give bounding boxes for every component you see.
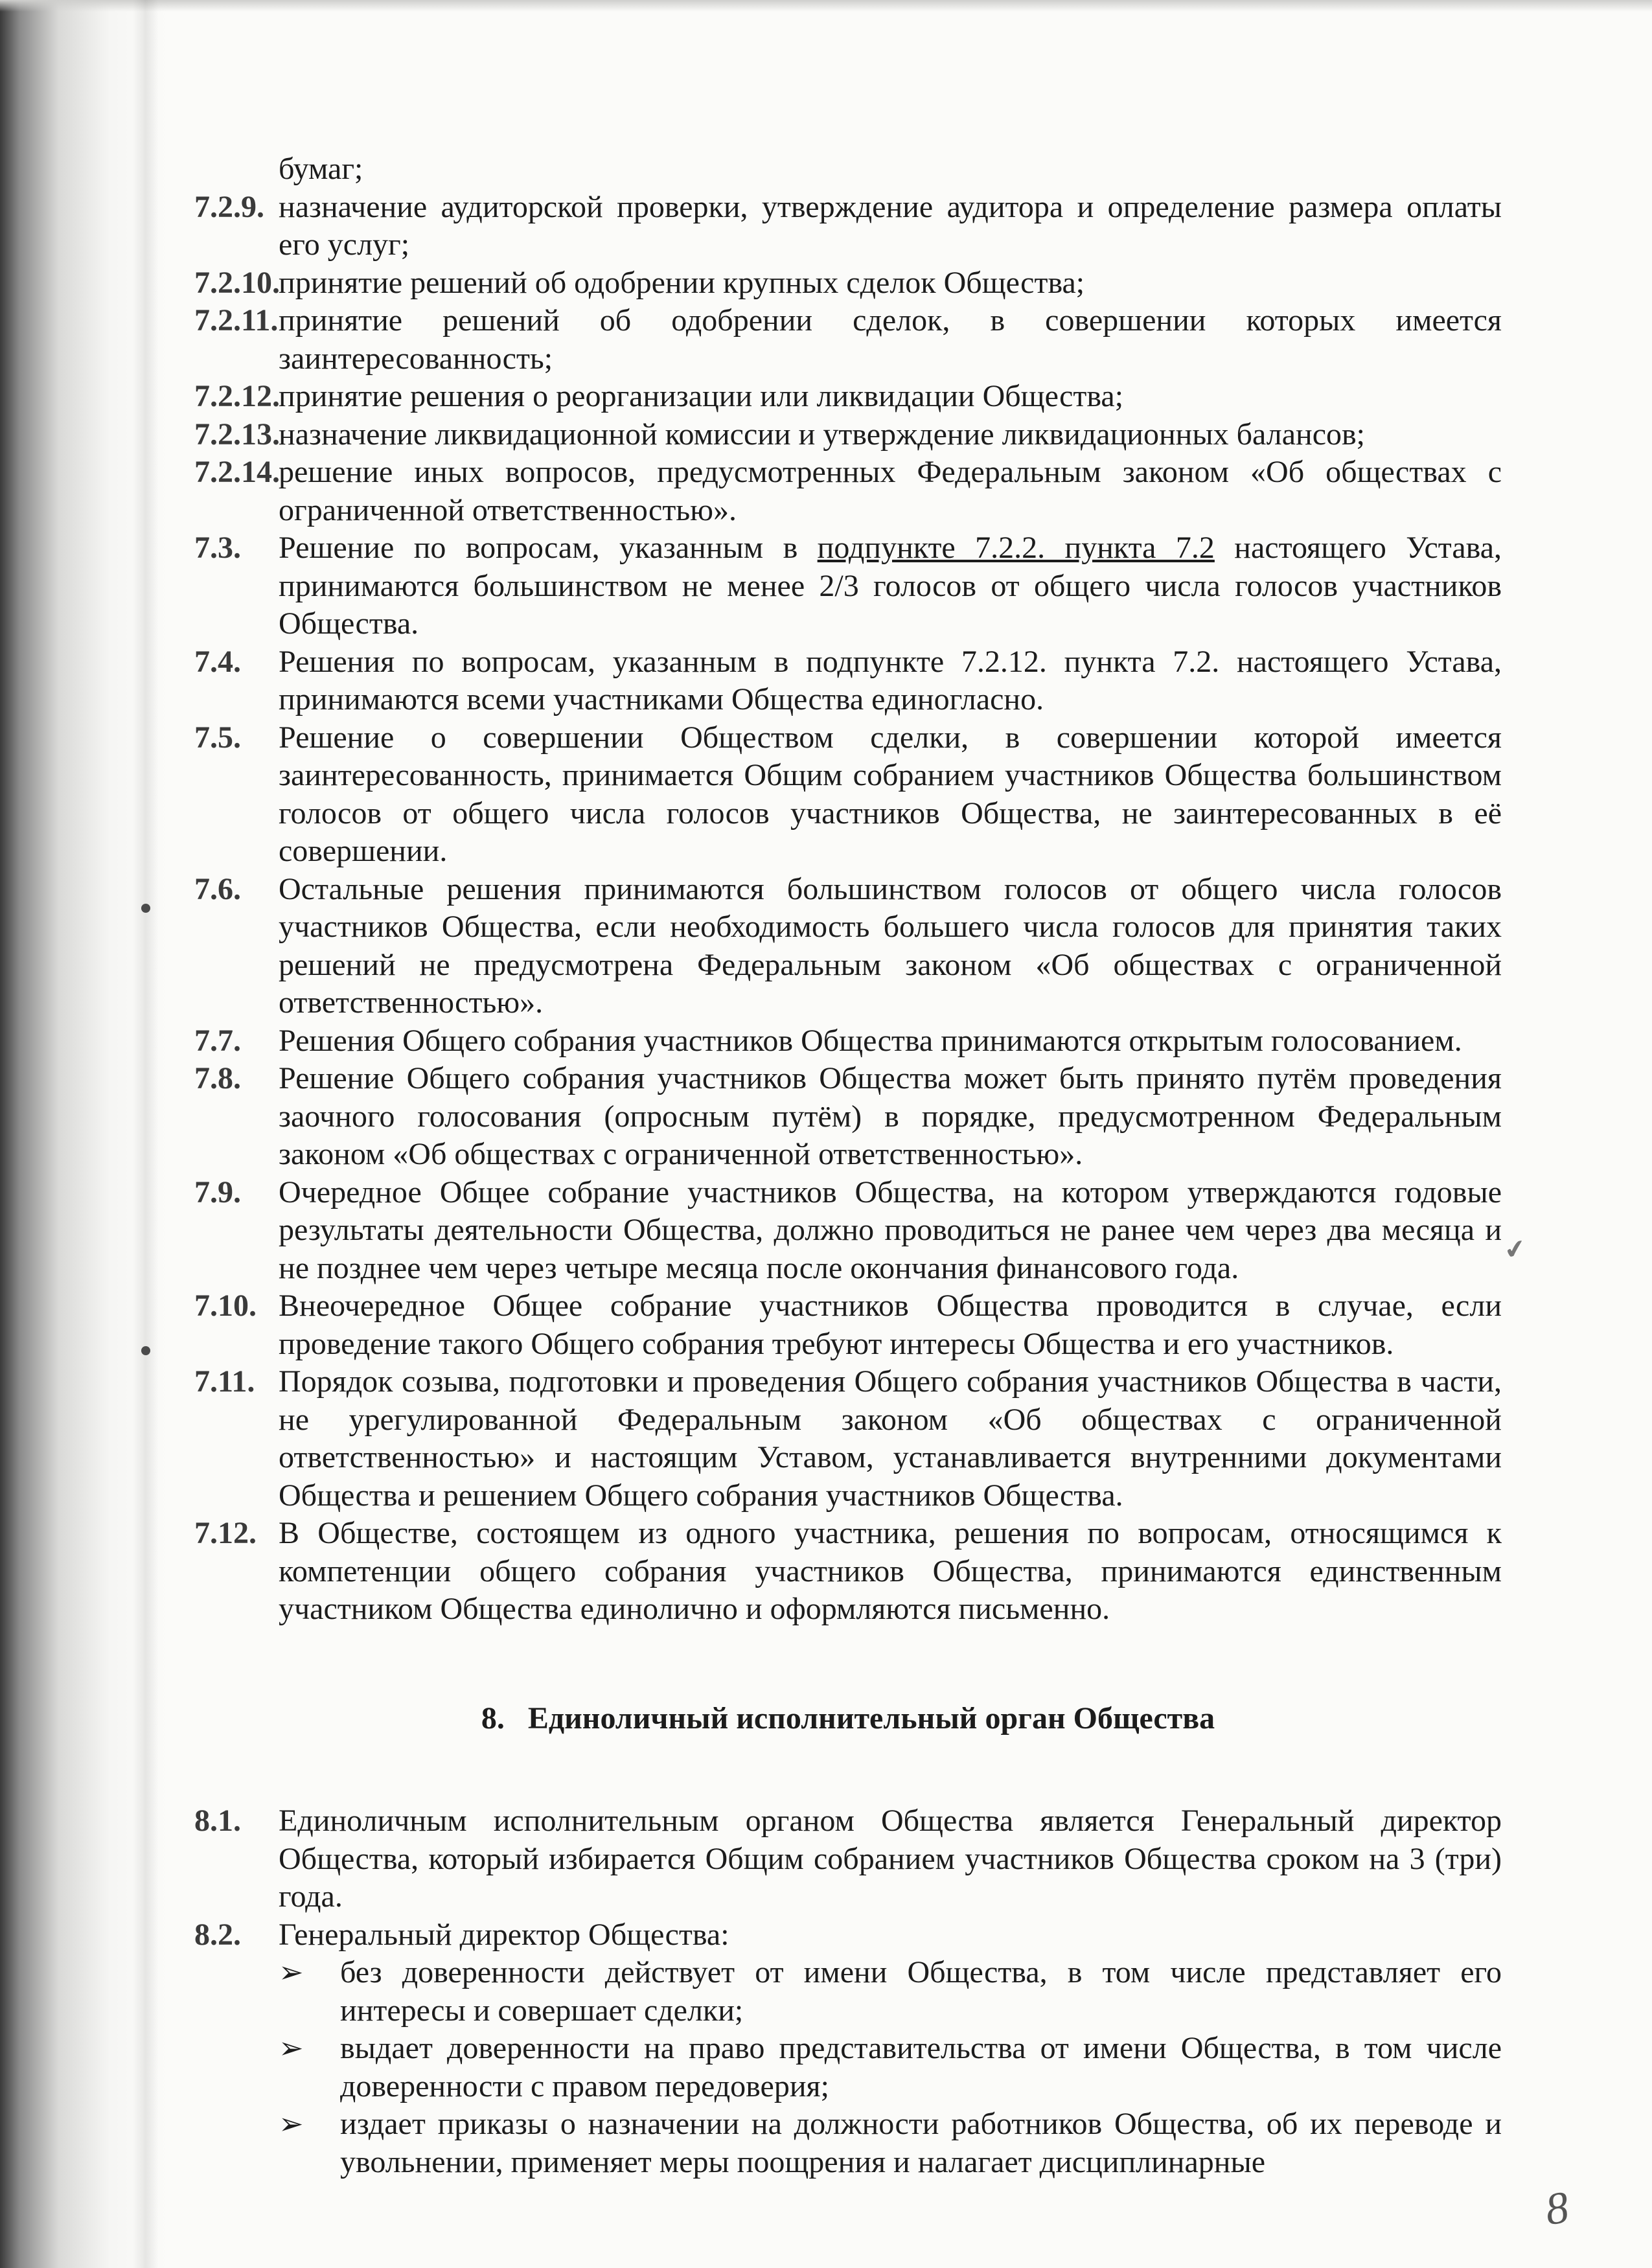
clause-text: назначение ликвидационной комиссии и утверждение ликвидационных балансов; [279,417,1365,452]
clause-text: Остальные решения принимаются большинством голосов от общего числа голосов участников Общества, если необходимость большего числа голосов для принятия таких решений не предусмотрена Федеральным законом «Об обществах с ограниченной ответственностью». [279,871,1502,1020]
clause-item [194,1916,1502,1954]
clause-item [194,871,1502,1022]
clause-text: Порядок созыва, подготовки и проведения Общего собрания участников Общества в части, не урегулированной Федеральным законом «Об обществах с ограниченной ответственностью» и настоящим Уставом, устанавливается внутренними документами Общества и решением Общего собрания участников Общества. [279,1364,1502,1513]
clause-number: 7.4. [194,644,241,679]
document-body [194,150,1502,2181]
clause-number: 7.12. [194,1516,257,1550]
clause-text: принятие решения о реорганизации или ликвидации Общества; [279,379,1124,413]
arrow-bullet-icon: ➢ [279,1956,304,1989]
clause-item [194,302,1502,378]
bullet-text: без доверенности действует от имени Общества, в том числе представляет его интересы и совершает сделки; [340,1955,1502,2028]
clause-text: Решения по вопросам, указанным в подпункте 7.2.12. пункта 7.2. настоящего Устава, принимаются всеми участниками Общества единогласно. [279,644,1502,716]
clause-item [194,264,1502,303]
clause-number: 7.2.9. [194,189,264,224]
clause-item [194,1515,1502,1629]
clause-reference: подпункте 7.2.2. пункта 7.2 [817,531,1215,565]
clause-text: принятие решений об одобрении крупных сделок Общества; [279,265,1085,300]
section-number: 8. [481,1701,505,1735]
section-title: Единоличный исполнительный орган Общества [527,1701,1215,1735]
clause-number: 7.10. [194,1289,257,1323]
clause-item [194,1802,1502,1916]
bullet-text: издает приказы о назначении на должности работников Общества, об их переводе и увольнении, применяет меры поощрения и налагает дисциплинарные [340,2107,1502,2179]
clause-number: 7.2.10. [194,265,280,300]
clause-item [194,1363,1502,1515]
clause-text: Генеральный директор Общества: [279,1917,729,1952]
clause-number: 8.1. [194,1804,241,1838]
clause-number: 7.2.11. [194,303,279,338]
binding-shadow [133,0,159,2268]
clause-text: Внеочередное Общее собрание участников Общества проводится в случае, если проведение такого Общего собрания требуют интересы Общества и его участников. [279,1289,1502,1361]
clause-text: решение иных вопросов, предусмотренных Федеральным законом «Об обществах с ограниченной ответственностью». [279,455,1502,527]
clause-number: 7.9. [194,1174,241,1209]
clause-number: 7.3. [194,531,241,565]
clause-item [194,1287,1502,1363]
clause-number: 7.11. [194,1364,255,1399]
bullet-item [194,1954,1502,2030]
clause-text: Решение о совершении Обществом сделки, в совершении которой имеется заинтересованность, принимается Общим собранием участников Общества большинством голосов от общего числа голосов участников Общества, не заинтересованных в её совершении. [279,720,1502,868]
clause-7-3 [194,529,1502,643]
clause-number: 7.2.14. [194,455,280,489]
clause-item [194,1060,1502,1174]
bullet-list [194,1954,1502,2181]
arrow-bullet-icon: ➢ [279,2107,304,2140]
clause-text: В Обществе, состоящем из одного участника, решения по вопросам, относящимся к компетенции общего собрания участников Общества, принимаются единственным участником Общества единолично и оформляются письменно. [279,1516,1502,1626]
clause-text: Очередное Общее собрание участников Общества, на котором утверждаются годовые результаты деятельности Общества, должно проводиться не ранее чем через два месяца и не позднее чем через четыре месяца после окончания финансового года. [279,1174,1502,1285]
clause-number: 7.2.12. [194,379,280,413]
clause-number: 7.7. [194,1023,241,1058]
page-number: 8 [1542,2182,1572,2236]
bullet-item [194,2105,1502,2181]
clause-item [194,453,1502,529]
bullet-text: выдает доверенности на право представительства от имени Общества, в том числе доверенности с правом передоверия; [340,2031,1502,2103]
clause-item [194,189,1502,264]
scan-top-shadow [0,0,1652,12]
clause-number: 8.2. [194,1917,241,1952]
bullet-item [194,2030,1502,2105]
clause-item [194,1174,1502,1288]
clause-text: принятие решений об одобрении сделок, в совершении которых имеется заинтересованность; [279,303,1502,376]
clause-list-7 [194,643,1502,1629]
punch-mark [141,1346,150,1355]
clause-text: Решение Общего собрания участников Общества может быть принято путём проведения заочного голосования (опросным путём) в порядке, предусмотренном Федеральным законом «Об обществах с ограниченной ответственностью». [279,1061,1502,1171]
clause-number: 7.5. [194,720,241,755]
clause-item [194,719,1502,871]
clause-item [194,416,1502,454]
clause-text: Решения Общего собрания участников Общества принимаются открытым голосованием. [279,1023,1462,1058]
clause-number: 7.2.13. [194,417,280,452]
clause-text: Единоличным исполнительным органом Общества является Генеральный директор Общества, который избирается Общим собранием участников Общества сроком на 3 (три) года. [279,1804,1502,1914]
arrow-bullet-icon: ➢ [279,2032,304,2065]
check-mark: ✔ [1502,1233,1529,1266]
clause-text: назначение аудиторской проверки, утверждение аудитора и определение размера оплаты его услуг; [279,189,1502,262]
section-heading [194,1700,1502,1738]
clause-list-7-2 [194,189,1502,530]
clause-text: Решение по вопросам, указанным в подпункте 7.2.2. пункта 7.2 настоящего Устава, принимаются большинством не менее 2/3 голосов от общего числа голосов участников Общества. [279,531,1502,641]
continued-text: бумаг; [279,152,363,186]
punch-mark [141,904,150,913]
clause-number: 7.8. [194,1061,241,1095]
clause-number: 7.6. [194,871,241,906]
clause-item [194,378,1502,416]
clause-item [194,643,1502,719]
clause-item [194,1022,1502,1060]
clause-list-8 [194,1802,1502,1954]
